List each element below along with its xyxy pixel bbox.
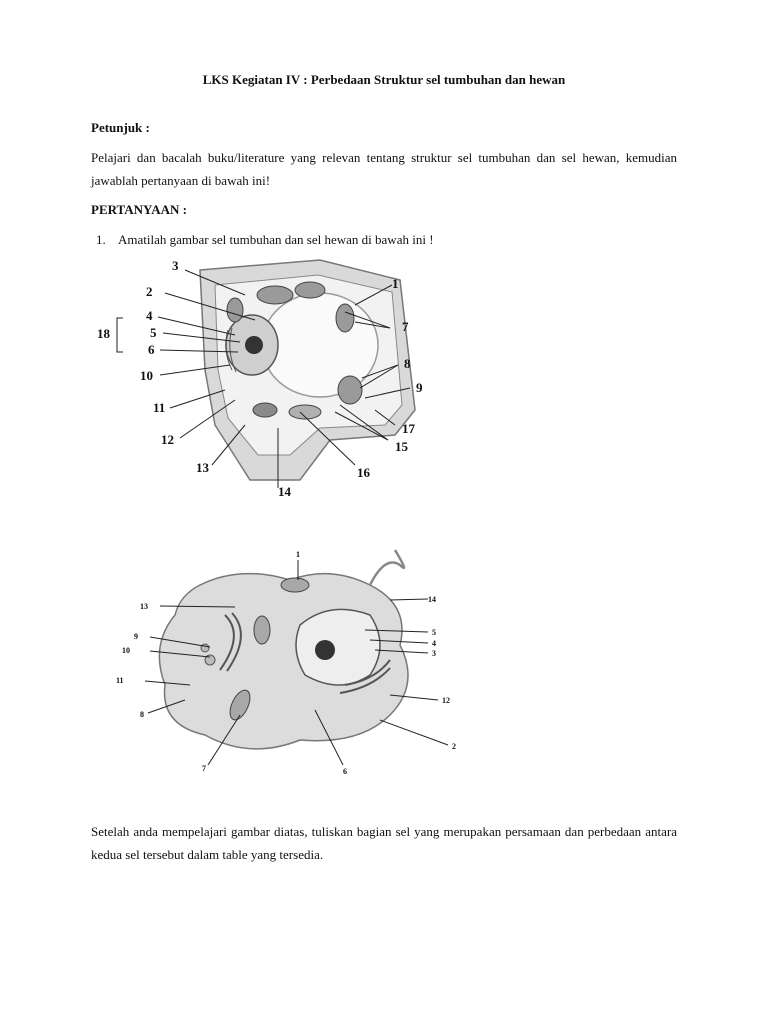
animal-label-3: 3 — [432, 649, 436, 658]
plant-label-8: 8 — [404, 356, 411, 371]
plant-cell-diagram — [0, 250, 768, 510]
plant-label-9: 9 — [416, 380, 423, 395]
animal-label-9: 9 — [134, 632, 138, 641]
animal-label-1: 1 — [296, 550, 300, 559]
plant-label-1: 1 — [392, 276, 399, 291]
animal-label-11: 11 — [116, 676, 124, 685]
petunjuk-text: Pelajari dan bacalah buku/literature yang relevan tentang struktur sel tumbuhan dan sel hewan, kemudian jawablah pertanyaan di bawah ini! — [91, 150, 677, 188]
plant-label-14: 14 — [278, 484, 291, 499]
plant-label-13: 13 — [196, 460, 209, 475]
plant-label-12: 12 — [161, 432, 174, 447]
plant-label-11: 11 — [153, 400, 166, 415]
page-title: LKS Kegiatan IV : Perbedaan Struktur sel tumbuhan dan hewan — [202, 72, 566, 87]
plant-label-10: 10 — [140, 368, 153, 383]
plant-label-2: 2 — [146, 284, 153, 299]
animal-label-4: 4 — [432, 639, 436, 648]
plant-label-15: 15 — [395, 439, 408, 454]
animal-label-8: 8 — [140, 710, 144, 719]
plant-label-17: 17 — [402, 421, 415, 436]
animal-label-2: 2 — [452, 742, 456, 751]
pertanyaan-heading: PERTANYAAN : — [91, 202, 187, 217]
question-number: 1. — [96, 232, 106, 247]
plant-label-16: 16 — [357, 465, 370, 480]
animal-label-13: 13 — [140, 602, 148, 611]
animal-label-5: 5 — [432, 628, 436, 637]
plant-label-18: 18 — [97, 326, 110, 341]
question-text: Amatilah gambar sel tumbuhan dan sel hewan di bawah ini ! — [118, 232, 434, 247]
plant-label-5: 5 — [150, 325, 157, 340]
plant-label-7: 7 — [402, 319, 409, 334]
question-1 — [96, 232, 434, 248]
plant-label-3: 3 — [172, 258, 179, 273]
animal-cell-diagram — [0, 545, 768, 785]
animal-label-10: 10 — [122, 646, 130, 655]
animal-label-7: 7 — [202, 764, 206, 773]
plant-label-4: 4 — [146, 308, 153, 323]
closing-text: Setelah anda mempelajari gambar diatas, tuliskan bagian sel yang merupakan persamaan dan perbedaan antara kedua sel tersebut dalam table yang tersedia. — [91, 824, 677, 862]
animal-label-14: 14 — [428, 595, 436, 604]
animal-label-6: 6 — [343, 767, 347, 776]
animal-label-12: 12 — [442, 696, 450, 705]
petunjuk-heading: Petunjuk : — [91, 120, 150, 135]
plant-label-6: 6 — [148, 342, 155, 357]
